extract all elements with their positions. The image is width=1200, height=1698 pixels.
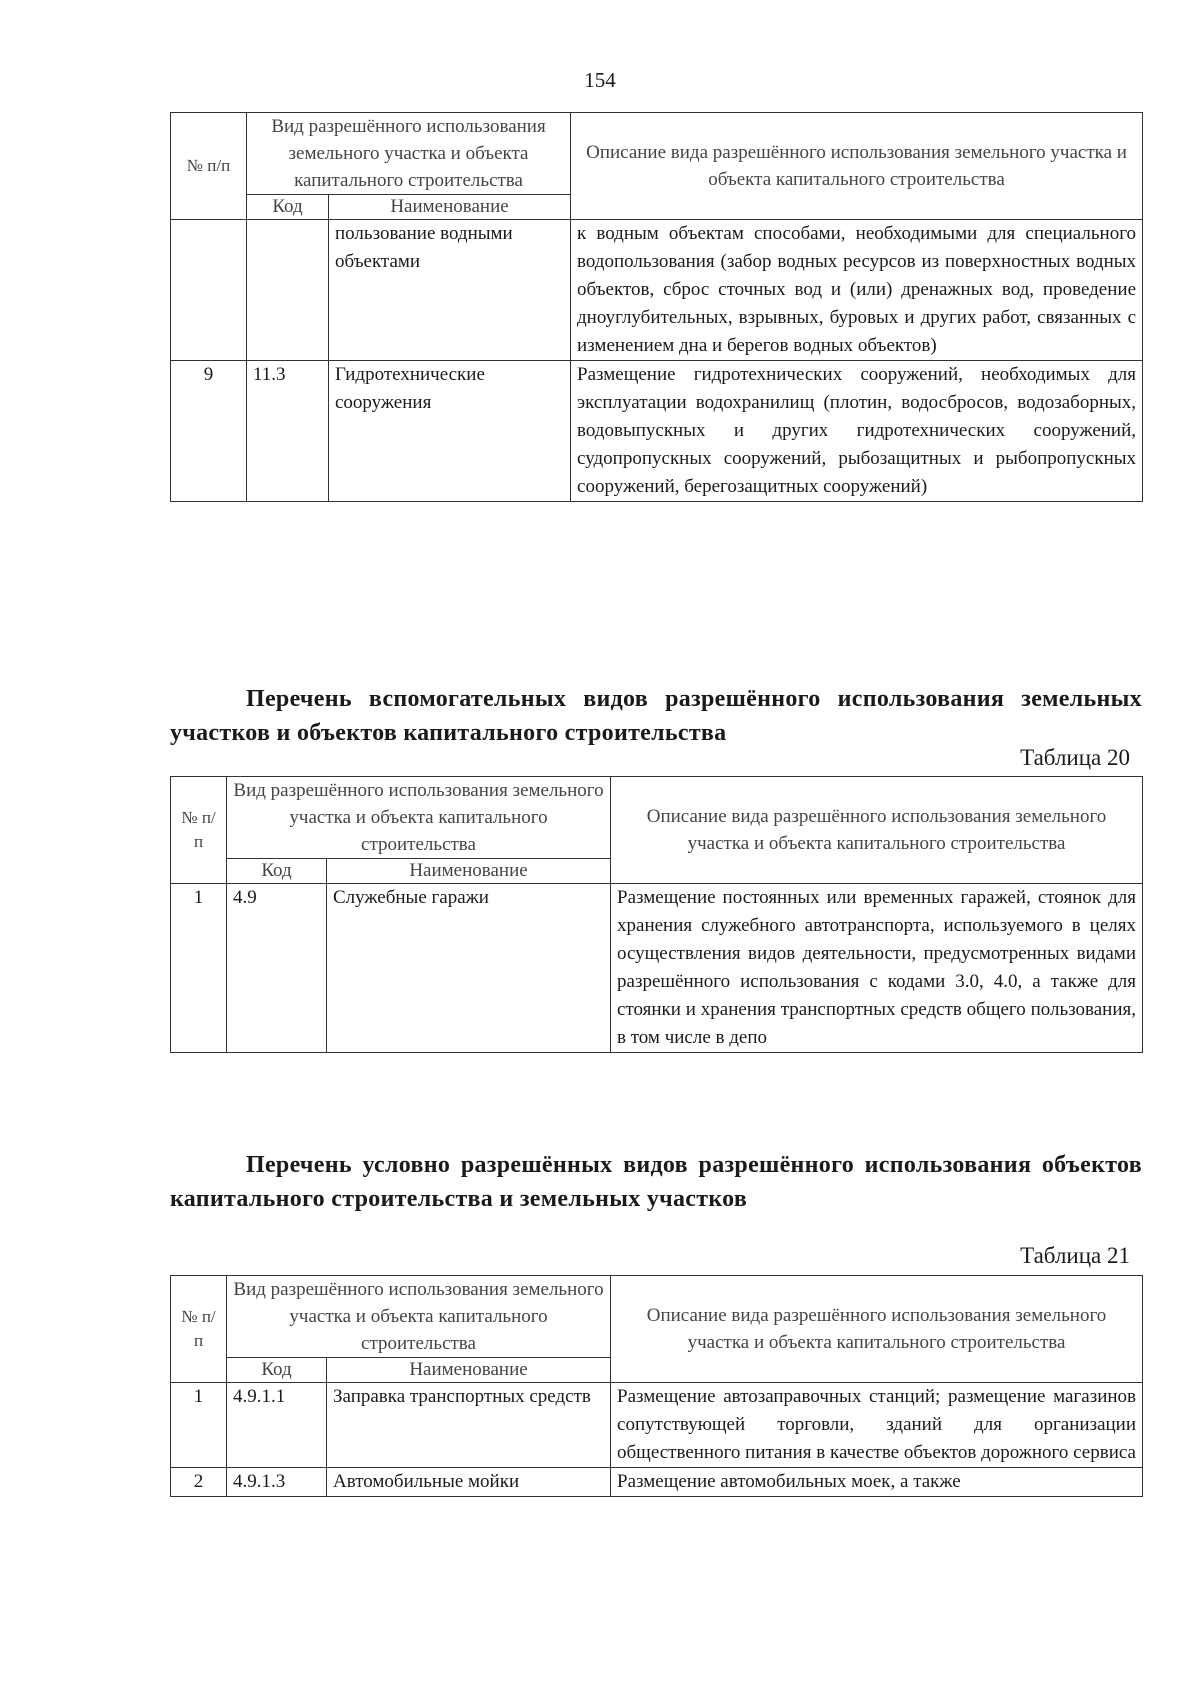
cell-desc: Размещение гидротехнических сооружений, необходимых для эксплуатации водохранилищ (плотин, водосбросов, водозаборных, водовыпускных и других гидротехнических сооружений, судопропускных сооружений, рыбозащитных и рыбопропускных сооружений, берегозащитных сооружений) xyxy=(571,361,1143,502)
cell-name: Заправка транспортных средств xyxy=(327,1383,611,1468)
cell-name: Гидротехнические сооружения xyxy=(329,361,571,502)
header-num: № п/п xyxy=(171,1276,227,1383)
table-label-21: Таблица 21 xyxy=(1020,1243,1130,1268)
table-label-20: Таблица 20 xyxy=(1020,745,1130,770)
header-name: Наименование xyxy=(327,1358,611,1383)
table-row xyxy=(171,220,1143,361)
table-header-row xyxy=(171,113,1143,195)
cell-code: 11.3 xyxy=(247,361,329,502)
header-desc: Описание вида разрешённого использования земельного участка и объекта капитального строительства xyxy=(611,777,1143,884)
table-header-row xyxy=(171,1276,1143,1358)
header-name: Наименование xyxy=(329,195,571,220)
header-code: Код xyxy=(247,195,329,220)
cell-num xyxy=(171,220,247,361)
header-num: № п/п xyxy=(171,777,227,884)
table-conditional-uses xyxy=(170,1275,1143,1497)
cell-num: 1 xyxy=(171,884,227,1053)
cell-code: 4.9.1.1 xyxy=(227,1383,327,1468)
cell-desc: Размещение постоянных или временных гаражей, стоянок для хранения служебного автотранспорта, используемого в целях осуществления видов деятельности, предусмотренных видами разрешённого использования с кодами 3.0, 4.0, а также для стоянки и хранения транспортных средств общего пользования, в том числе в депо xyxy=(611,884,1143,1053)
cell-name: пользование водными объектами xyxy=(329,220,571,361)
cell-code: 4.9.1.3 xyxy=(227,1468,327,1497)
table-row xyxy=(171,1383,1143,1468)
cell-desc: Размещение автомобильных моек, а также xyxy=(611,1468,1143,1497)
cell-code: 4.9 xyxy=(227,884,327,1053)
section-heading-conditional: Перечень условно разрешённых видов разрешённого использования объектов капитального строительства и земельных участков xyxy=(170,1152,1142,1212)
header-group: Вид разрешённого использования земельного участка и объекта капитального строительства xyxy=(247,113,571,195)
header-desc: Описание вида разрешённого использования земельного участка и объекта капитального строительства xyxy=(611,1276,1143,1383)
table-header-row xyxy=(171,777,1143,859)
table-main-uses xyxy=(170,112,1143,502)
header-name: Наименование xyxy=(327,859,611,884)
table-row xyxy=(171,884,1143,1053)
table-row xyxy=(171,1468,1143,1497)
page-number: 154 xyxy=(584,68,616,92)
cell-code xyxy=(247,220,329,361)
cell-num: 1 xyxy=(171,1383,227,1468)
cell-num: 2 xyxy=(171,1468,227,1497)
header-desc: Описание вида разрешённого использования земельного участка и объекта капитального строительства xyxy=(571,113,1143,220)
table-auxiliary-uses xyxy=(170,776,1143,1053)
cell-name: Служебные гаражи xyxy=(327,884,611,1053)
cell-desc: Размещение автозаправочных станций; размещение магазинов сопутствующей торговли, зданий для организации общественного питания в качестве объектов дорожного сервиса xyxy=(611,1383,1143,1468)
header-code: Код xyxy=(227,1358,327,1383)
cell-num: 9 xyxy=(171,361,247,502)
cell-name: Автомобильные мойки xyxy=(327,1468,611,1497)
section-heading-auxiliary: Перечень вспомогательных видов разрешённого использования земельных участков и объектов капитального строительства xyxy=(170,686,1142,746)
header-group: Вид разрешённого использования земельного участка и объекта капитального строительства xyxy=(227,1276,611,1358)
header-group: Вид разрешённого использования земельного участка и объекта капитального строительства xyxy=(227,777,611,859)
cell-desc: к водным объектам способами, необходимыми для специального водопользования (забор водных ресурсов из поверхностных водных объектов, сброс сточных вод и (или) дренажных вод, проведение дноуглубительных, взрывных, буровых и других работ, связанных с изменением дна и берегов водных объектов) xyxy=(571,220,1143,361)
table-row xyxy=(171,361,1143,502)
header-num: № п/п xyxy=(171,113,247,220)
header-code: Код xyxy=(227,859,327,884)
